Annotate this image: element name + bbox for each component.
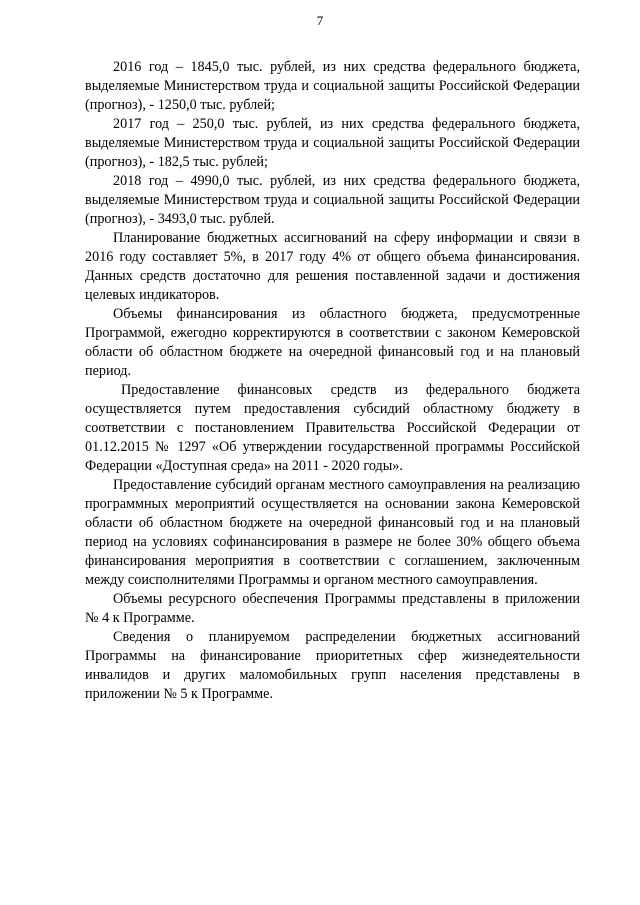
- paragraph-information-budget: Планирование бюджетных ассигнований на сферу информации и связи в 2016 году составляет 5%, в 2017 году 4% от общего объема финансирования. Данных средств достаточно для решения поставленной задачи и достижения целевых индикаторов.: [85, 230, 580, 303]
- document-body: [85, 58, 580, 704]
- paragraph-2018-funding: 2018 год – 4990,0 тыс. рублей, из них средства федерального бюджета, выделяемые Министерством труда и социальной защиты Российской Федерации (прогноз), - 3493,0 тыс. рублей.: [85, 173, 580, 227]
- paragraph-resource-appendix: Объемы ресурсного обеспечения Программы представлены в приложении № 4 к Программе.: [85, 591, 580, 626]
- page-number: 7: [316, 13, 324, 28]
- paragraph-regional-budget: Объемы финансирования из областного бюджета, предусмотренные Программой, ежегодно корректируются в соответствии с законом Кемеровской области об областном бюджете на очередной финансовый год и на плановый период.: [85, 306, 580, 379]
- paragraph-budget-distribution: Сведения о планируемом распределении бюджетных ассигнований Программы на финансирование приоритетных сфер жизнедеятельности инвалидов и других маломобильных групп населения представлены в приложении № 5 к Программе.: [85, 629, 580, 702]
- paragraph-local-subsidies: Предоставление субсидий органам местного самоуправления на реализацию программных мероприятий осуществляется на основании закона Кемеровской области об областном бюджете на очередной финансовый год и на плановый период на условиях софинансирования в размере не более 30% общего объема финансирования мероприятия в соответствии с соглашением, заключенным между соисполнителями Программы и органом местного самоуправления.: [85, 477, 580, 588]
- paragraph-2016-funding: 2016 год – 1845,0 тыс. рублей, из них средства федерального бюджета, выделяемые Министерством труда и социальной защиты Российской Федерации (прогноз), - 1250,0 тыс. рублей;: [85, 59, 580, 113]
- paragraph-federal-subsidies: Предоставление финансовых средств из федерального бюджета осуществляется путем предоставления субсидий областному бюджету в соответствии с постановлением Правительства Российской Федерации от 01.12.2015 № 1297 «Об утверждении государственной программы Российской Федерации «Доступная среда» на 2011 - 2020 годы».: [85, 382, 580, 474]
- paragraph-2017-funding: 2017 год – 250,0 тыс. рублей, из них средства федерального бюджета, выделяемые Министерством труда и социальной защиты Российской Федерации (прогноз), - 182,5 тыс. рублей;: [85, 116, 580, 170]
